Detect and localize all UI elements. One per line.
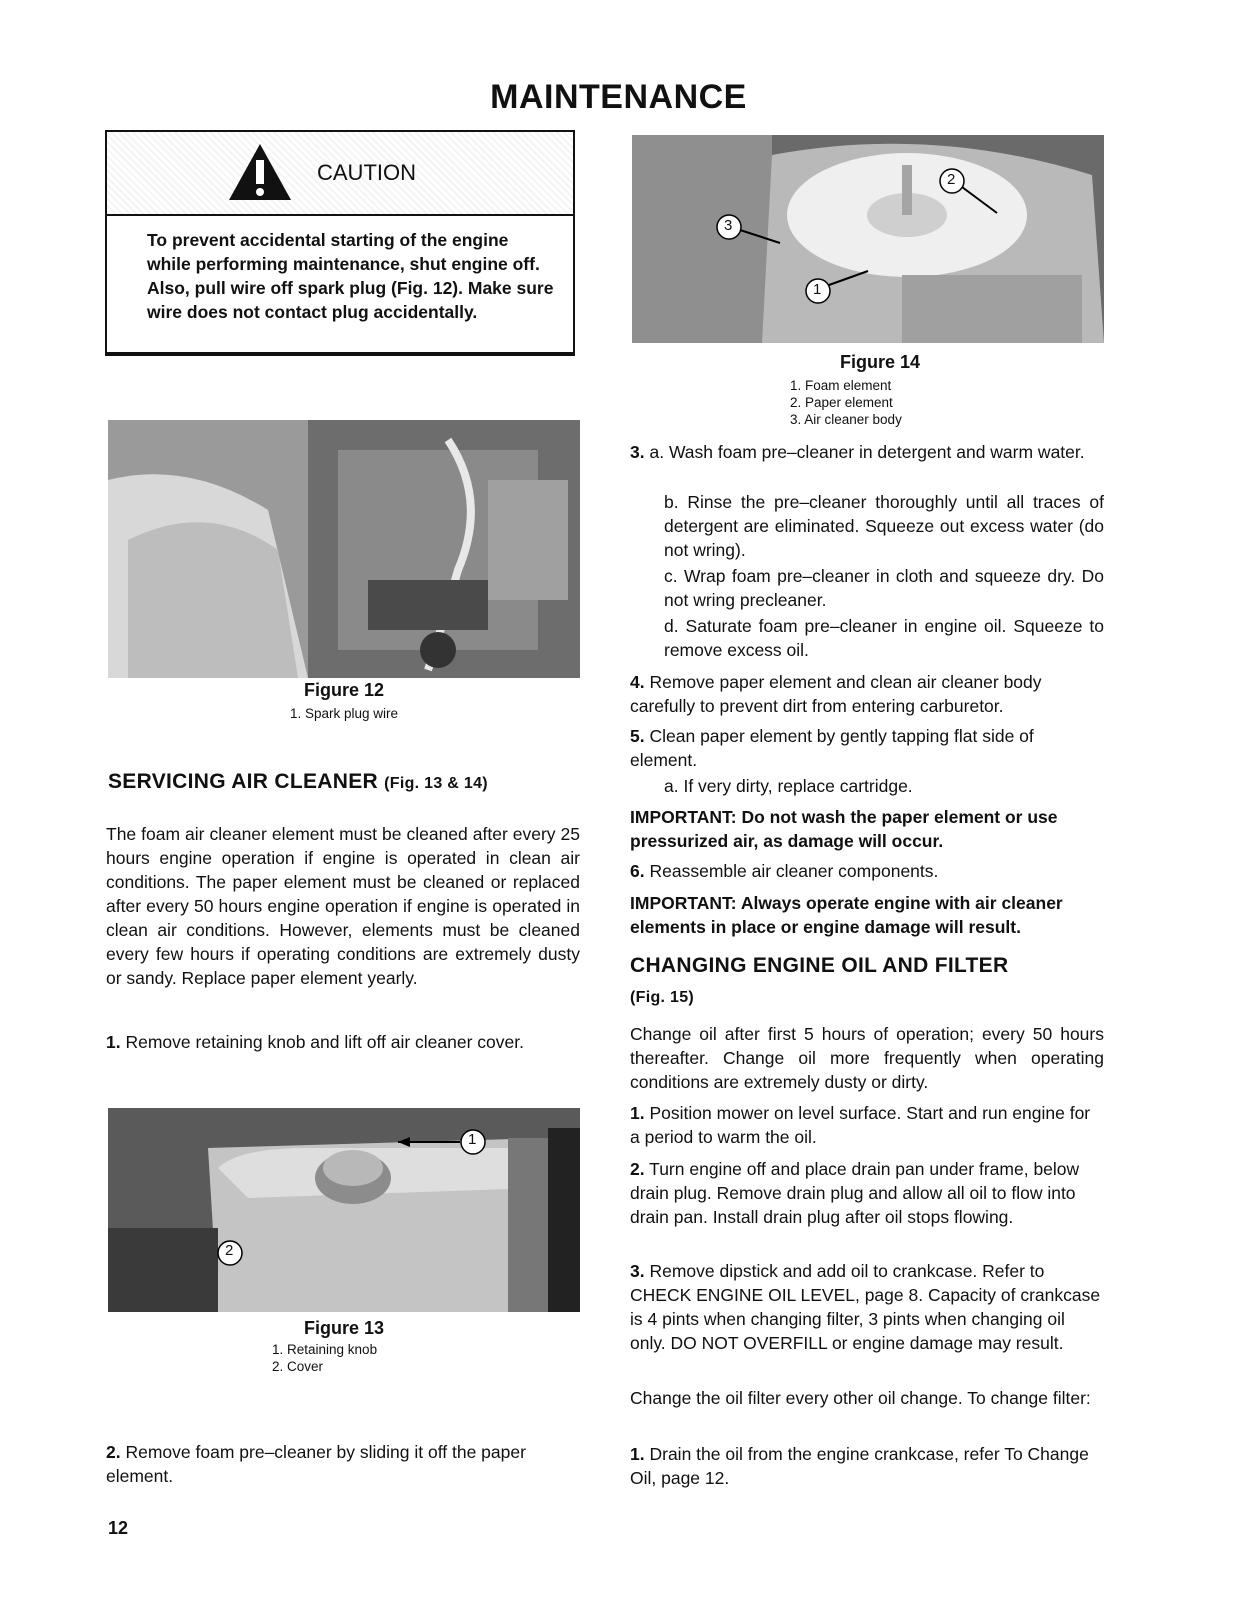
air-step-6-num: 6. — [630, 861, 645, 881]
air-step-5a: a. If very dirty, replace cartridge. — [664, 776, 913, 796]
air-step-3b: b. Rinse the pre–cleaner thoroughly until all traces of detergent are eliminated. Squeeze out excess water (do not wring). — [664, 492, 1104, 560]
section-heading-oil-ref — [630, 984, 694, 1008]
spark-plug-image — [108, 420, 580, 678]
oil-step-2-text: Turn engine off and place drain pan under frame, below drain plug. Remove drain plug and allow all oil to flow into drain pan. Install drain plug after oil stops flowing. — [630, 1159, 1080, 1227]
air-step-5 — [630, 724, 1104, 772]
oil-filter-step-1 — [630, 1442, 1104, 1490]
oil-step-1 — [630, 1101, 1104, 1149]
figure-13-callout-1: 1 — [468, 1131, 477, 1148]
air-cleaner-heading-text: SERVICING AIR CLEANER — [108, 770, 378, 793]
air-cleaner-body-image — [632, 135, 1104, 343]
figure-13-photo — [108, 1108, 580, 1312]
oil-intro: Change oil after first 5 hours of operation; every 50 hours thereafter. Change oil more frequently when operating conditions are extremely dusty or dirty. — [630, 1024, 1104, 1092]
oil-step-1-num: 1. — [630, 1103, 645, 1123]
important-note-1: IMPORTANT: Do not wash the paper element or use pressurized air, as damage will occur. — [630, 807, 1058, 851]
oil-step-3-num: 3. — [630, 1261, 645, 1281]
air-step-4-num: 4. — [630, 672, 645, 692]
oil-step-3 — [630, 1259, 1104, 1355]
oil-filter-step-1-num: 1. — [630, 1444, 645, 1464]
oil-step-2 — [630, 1157, 1104, 1229]
oil-heading-ref: (Fig. 15) — [630, 989, 695, 1006]
figure-14-legend-3: 3. Air cleaner body — [790, 412, 902, 427]
air-step-2-text: Remove foam pre–cleaner by sliding it off the paper element. — [106, 1442, 526, 1486]
air-step-1-num: 1. — [106, 1032, 121, 1052]
caution-heading: CAUTION — [317, 160, 416, 185]
figure-13-callout-2: 2 — [225, 1242, 234, 1259]
air-step-4-text: Remove paper element and clean air cleaner body carefully to prevent dirt from entering carburetor. — [630, 672, 1042, 716]
section-heading-air-cleaner — [108, 770, 578, 794]
figure-13-legend-2: 2. Cover — [272, 1359, 324, 1374]
figure-13-title: Figure 13 — [303, 1318, 385, 1338]
air-step-1 — [106, 1030, 580, 1054]
important-note-2: IMPORTANT: Always operate engine with air cleaner elements in place or engine damage will result. — [630, 893, 1063, 937]
oil-step-1-text: Position mower on level surface. Start and run engine for a period to warm the oil. — [630, 1103, 1091, 1147]
air-step-4 — [630, 670, 1104, 718]
caution-header — [107, 132, 573, 216]
figure-14-photo — [632, 135, 1104, 343]
caution-box — [105, 130, 575, 356]
figure-14-callout-2: 2 — [947, 171, 956, 188]
air-step-2 — [106, 1440, 580, 1488]
air-cleaner-cover-image — [108, 1108, 580, 1312]
air-cleaner-intro: The foam air cleaner element must be cleaned after every 25 hours engine operation if engine is operated in clean air conditions. The paper element must be cleaned or replaced after every 50 hours engine operation if engine is operated in clean air conditions. However, elements must be cleaned every few hours if operating conditions are extremely dusty or sandy. Replace paper element yearly. — [106, 824, 580, 988]
figure-14-legend-1: 1. Foam element — [790, 378, 892, 393]
air-step-6 — [630, 859, 1104, 883]
air-step-3a-text: a. Wash foam pre–cleaner in detergent and warm water. — [649, 442, 1085, 462]
warning-triangle-icon — [227, 142, 293, 202]
air-step-6-text: Reassemble air cleaner components. — [649, 861, 939, 881]
figure-13-legend-1: 1. Retaining knob — [272, 1342, 378, 1357]
oil-step-3-text: Remove dipstick and add oil to crankcase. Refer to CHECK ENGINE OIL LEVEL, page 8. Capacity of crankcase is 4 pints when changing filter, 3 pints when changing oil only. DO NOT OVERFILL or engine damage may result. — [630, 1261, 1101, 1353]
figure-14-callout-1: 1 — [813, 281, 822, 298]
air-cleaner-heading-ref: (Fig. 13 & 14) — [384, 775, 488, 792]
air-step-3a — [630, 440, 1104, 464]
oil-filter-intro: Change the oil filter every other oil change. To change filter: — [630, 1388, 1091, 1408]
figure-14-callout-3: 3 — [724, 217, 733, 234]
oil-filter-step-1-text: Drain the oil from the engine crankcase, refer To Change Oil, page 12. — [630, 1444, 1089, 1488]
section-heading-oil: CHANGING ENGINE OIL AND FILTER — [630, 954, 1009, 977]
figure-12-title: Figure 12 — [303, 680, 385, 700]
figure-12-photo — [108, 420, 580, 678]
figure-14-legend-2: 2. Paper element — [790, 395, 893, 410]
oil-step-2-num: 2. — [630, 1159, 645, 1179]
air-step-3-num: 3. — [630, 442, 645, 462]
air-step-3c: c. Wrap foam pre–cleaner in cloth and squeeze dry. Do not wring precleaner. — [664, 566, 1104, 610]
figure-12-legend-1: 1. Spark plug wire — [289, 706, 399, 721]
air-step-1-text: Remove retaining knob and lift off air cleaner cover. — [125, 1032, 524, 1052]
figure-14-title: Figure 14 — [839, 352, 921, 372]
air-step-5-num: 5. — [630, 726, 645, 746]
caution-text: To prevent accidental starting of the engine while performing maintenance, shut engine off. Also, pull wire off spark plug (Fig. 12). Make sure wire does not contact plug accidentally. — [147, 230, 554, 322]
air-step-3d: d. Saturate foam pre–cleaner in engine oil. Squeeze to remove excess oil. — [664, 616, 1104, 660]
air-step-2-num: 2. — [106, 1442, 121, 1462]
page-title: MAINTENANCE — [490, 78, 747, 116]
page-number: 12 — [108, 1518, 129, 1538]
air-step-5-text: Clean paper element by gently tapping flat side of element. — [630, 726, 1034, 770]
